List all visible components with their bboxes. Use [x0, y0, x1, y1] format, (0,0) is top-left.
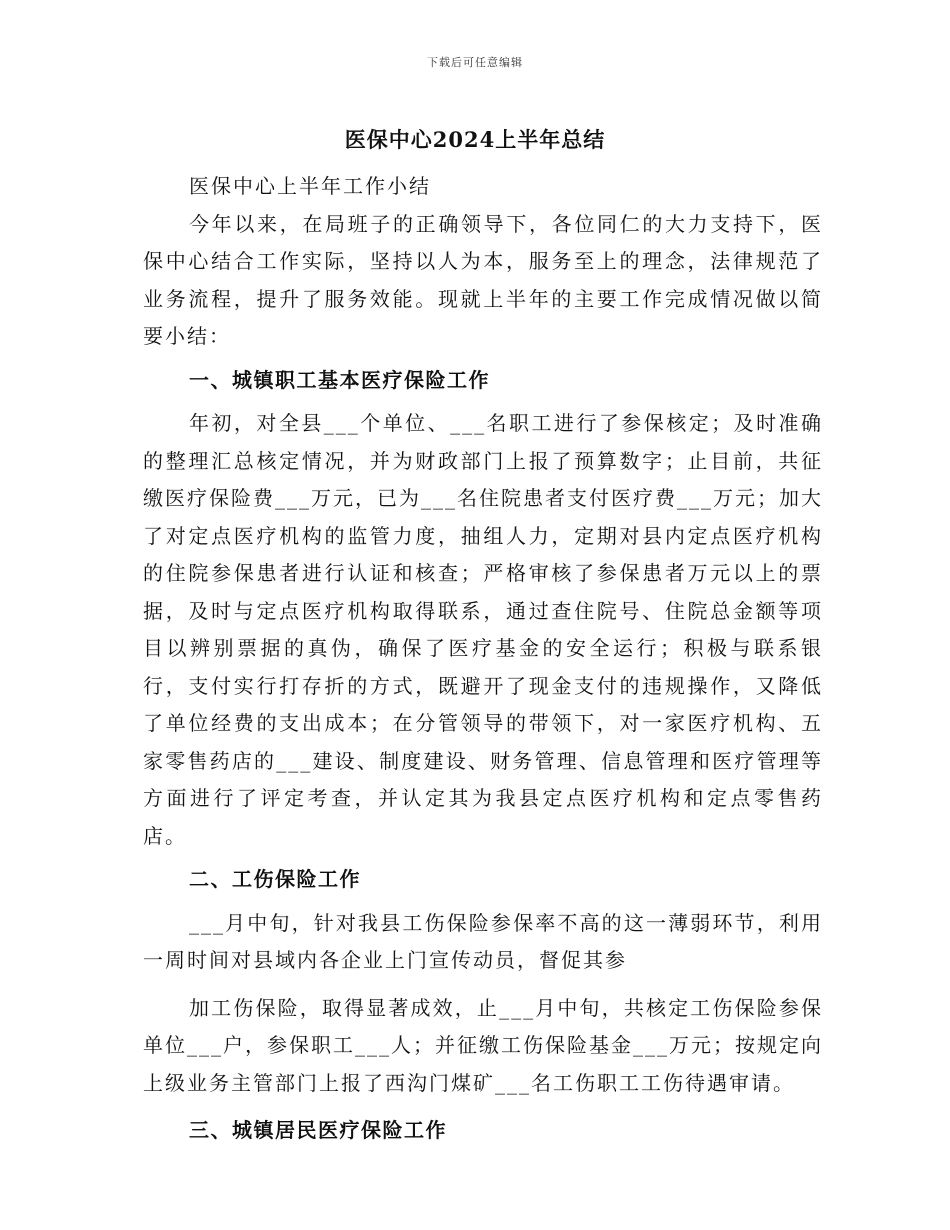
section-1-heading: 一、城镇职工基本医疗保险工作: [189, 367, 490, 392]
section-2-paragraph-2: 加工伤保险，取得显著成效，止___月中旬，共核定工伤保险参保单位___户，参保职工___人；并征缴工伤保险基金___万元；按规定向上级业务主管部门上报了西沟门煤矿___名工伤职工工伤待遇审请。: [143, 995, 823, 1095]
intro-paragraph: 今年以来，在局班子的正确领导下，各位同仁的大力支持下，医保中心结合工作实际，坚持以人为本，服务至上的理念，法律规范了业务流程，提升了服务效能。现就上半年的主要工作完成情况做以简要小结：: [143, 211, 823, 348]
section-2-paragraph-1: ___月中旬，针对我县工伤保险参保率不高的这一薄弱环节，利用一周时间对县域内各企业上门宣传动员，督促其参: [143, 910, 823, 972]
section-3-heading: 三、城镇居民医疗保险工作: [189, 1118, 447, 1142]
header-note: 下载后可任意编辑: [427, 56, 523, 69]
document-title: 医保中心2024上半年总结: [344, 127, 606, 152]
section-2-heading: 二、工伤保险工作: [189, 867, 361, 891]
subtitle-paragraph: 医保中心上半年工作小结: [189, 174, 431, 198]
section-1-paragraph: 年初，对全县___个单位、___名职工进行了参保核定；及时准确的整理汇总核定情况，并为财政部门上报了预算数字；止目前，共征缴医疗保险费___万元，已为___名住院患者支付医疗费___万元；加大了对定点医疗机构的监管力度，抽组人力，定期对县内定点医疗机构的住院参保患者进行认证和核查；严格审核了参保患者万元以上的票据，及时与定点医疗机构取得联系，通过查住院号、住院总金额等项目以辨别票据的真伪，确保了医疗基金的安全运行；积极与联系银行，支付实行打存折的方式，既避开了现金支付的违规操作，又降低了单位经费的支出成本；在分管领导的带领下，对一家医疗机构、五家零售药店的___建设、制度建设、财务管理、信息管理和医疗管理等方面进行了评定考查，并认定其为我县定点医疗机构和定点零售药店。: [143, 411, 823, 848]
document-body: [143, 168, 823, 1150]
